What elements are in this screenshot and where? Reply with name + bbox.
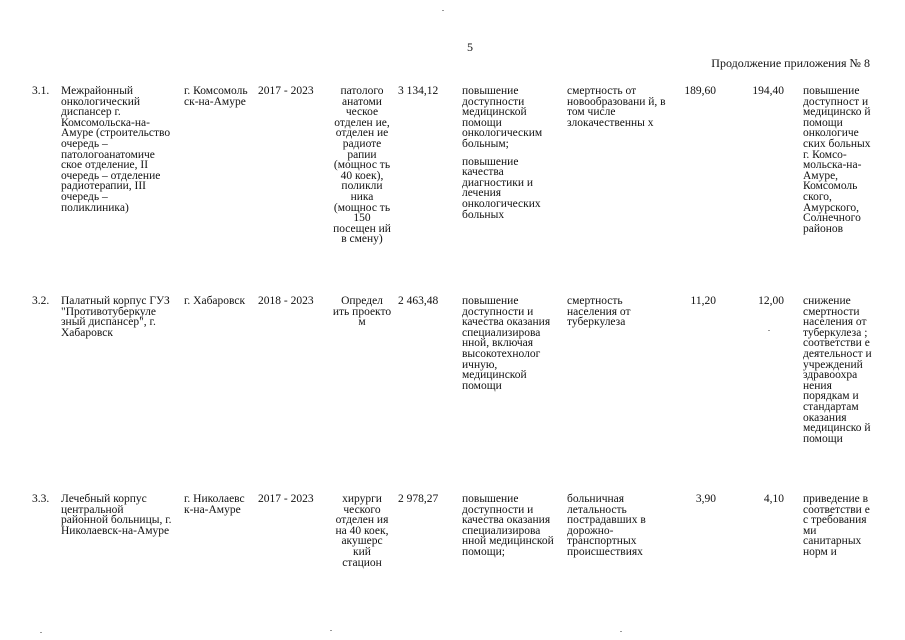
goal: [462, 296, 562, 391]
facility-name: Лечебный корпус центральной районной больницы, г. Николаевск-на-Амуре: [61, 493, 172, 537]
indicator-value-1: 189,60: [684, 85, 716, 97]
indicator-value-1: 11,20: [690, 295, 716, 307]
goal-paragraph: повышение доступности и качества оказания специализирова нной, включая высокотехнолог ичную, медицинской помощи: [462, 295, 551, 392]
cost: 3 134,12: [398, 85, 439, 97]
scan-speck: [620, 631, 622, 632]
indicator: больничная летальность пострадавших в дорожно-транспортных происшествиях: [567, 493, 646, 558]
years: 2018 - 2023: [258, 295, 314, 307]
location: г. Хабаровск: [184, 295, 246, 307]
goal-paragraph: повышение доступности медицинской помощи онкологическим больным;: [462, 85, 543, 150]
capacity: Определ ить проекто м: [332, 295, 392, 329]
location: г. Николаевс к-на-Амуре: [184, 493, 245, 516]
indicator: смертность населения от туберкулеза: [567, 295, 631, 329]
indicator-value-2: 4,10: [763, 493, 784, 505]
goal: [462, 86, 562, 220]
facility-name: Палатный корпус ГУЗ "Противотуберкуле зный диспансер", г. Хабаровск: [61, 295, 170, 339]
goal-paragraph: повышение качества диагностики и лечения онкологических больных: [462, 155, 541, 221]
appendix-continuation-note: Продолжение приложения № 8: [711, 56, 870, 70]
cost: 2 978,27: [398, 493, 439, 505]
goal: [462, 494, 562, 558]
indicator-value-2: 194,40: [752, 85, 784, 97]
page-number: 5: [467, 40, 473, 54]
scan-speck: [768, 330, 770, 331]
indicator-value-2: 12,00: [758, 295, 784, 307]
years: 2017 - 2023: [258, 85, 314, 97]
capacity: патолого анатоми ческое отделен ие, отделен ие радиоте рапии (мощнос ть 40 коек), поликли ника (мощнос ть 150 посещен ий в смену): [333, 85, 391, 246]
scan-speck: [442, 10, 444, 11]
indicator: смертность от новообразовани й, в том числе злокачественны х: [567, 85, 666, 129]
scan-speck: [330, 630, 332, 631]
expected-result: снижение смертности населения от туберкулеза ; соответстви е деятельност и учреждений здравоохра нения порядкам и стандартам оказания медицинско й помощи: [803, 295, 872, 445]
cost: 2 463,48: [398, 295, 439, 307]
row-number: 3.1.: [32, 85, 50, 97]
capacity: хирурги ческого отделен ия на 40 коек, акушерс кий стацион: [335, 493, 389, 569]
indicator-value-1: 3,90: [695, 493, 716, 505]
facility-name: Межрайонный онкологический диспансер г. Комсомольска-на-Амуре (строительство очередь – патологоанатомиче ское отделение, II очередь – отделение радиотерапии, III очередь – поликлиника): [61, 85, 171, 214]
row-number: 3.3.: [32, 493, 50, 505]
expected-result: приведение в соответстви е с требования ми санитарных норм и: [803, 493, 870, 558]
location: г. Комсомоль ск-на-Амуре: [184, 85, 248, 108]
row-number: 3.2.: [32, 295, 50, 307]
expected-result: повышение доступност и медицинско й помощи онкологиче ских больных г. Комсо-мольска-на-Амуре, Комсомоль ского, Амурского, Солнечного районов: [803, 85, 871, 235]
years: 2017 - 2023: [258, 493, 314, 505]
goal-paragraph: повышение доступности и качества оказания специализирова нной медицинской помощи;: [462, 493, 554, 558]
scan-speck: [40, 632, 42, 633]
